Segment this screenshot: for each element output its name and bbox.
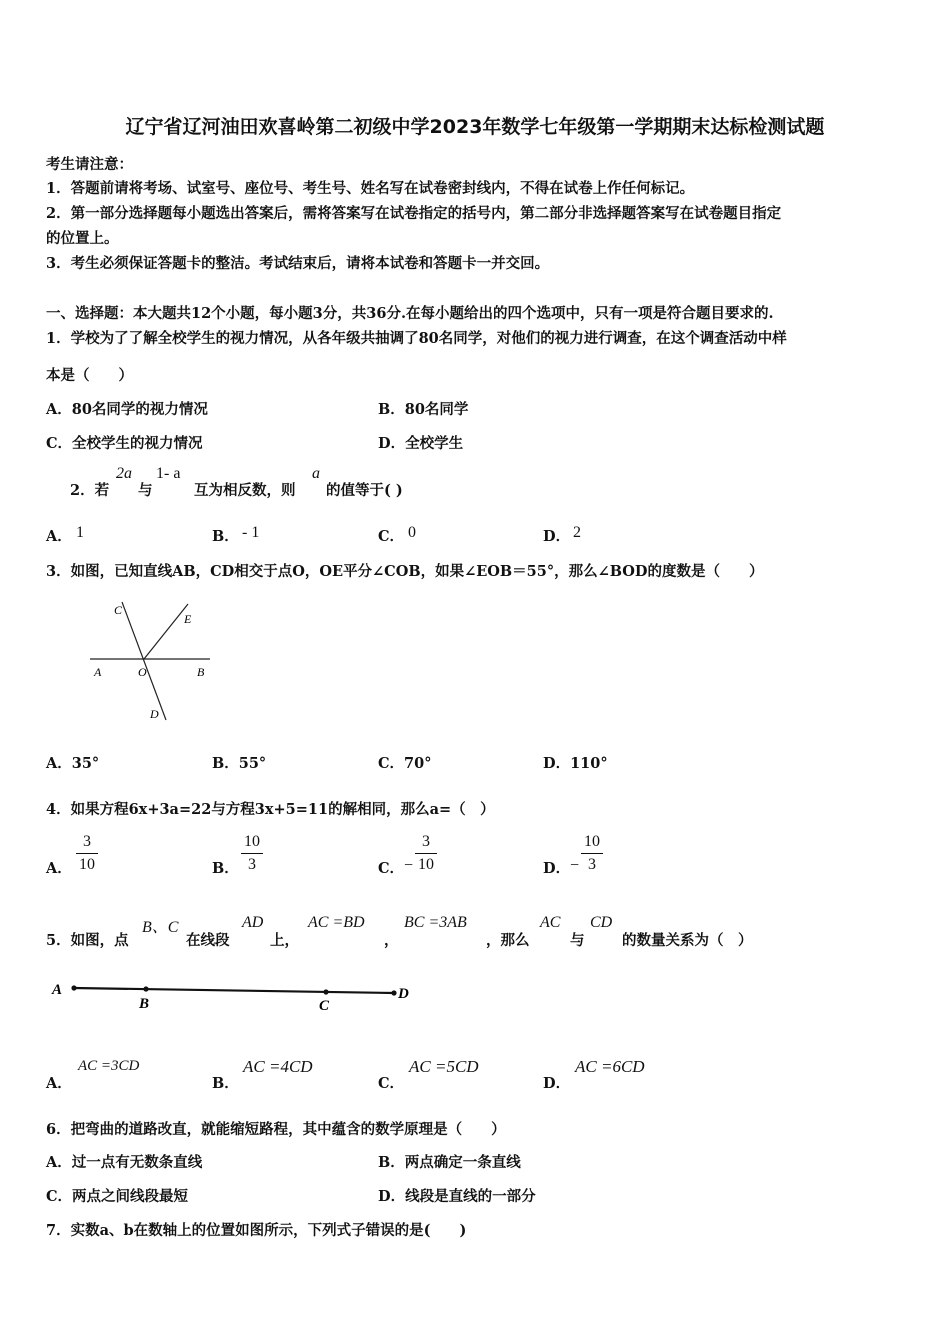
- q2-option-d-value: 2: [573, 524, 581, 541]
- q5-option-b-value: AC =4CD: [243, 1057, 313, 1076]
- q2-option-b-value: - 1: [242, 524, 260, 541]
- q4-option-b-numerator: 10: [244, 833, 260, 850]
- q2-expr-2a: 2a: [116, 465, 132, 482]
- q4-option-c-numerator: 3: [422, 833, 430, 850]
- q2-option-c-value: 0: [408, 524, 416, 541]
- q6-option-a: A．过一点有无数条直线: [46, 1154, 203, 1171]
- fraction-bar: [415, 853, 437, 854]
- q3-label-e: E: [184, 612, 192, 626]
- q3-label-c: C: [114, 603, 123, 617]
- notice-item-2-cont: 的位置上。: [46, 230, 119, 247]
- q6-stem: 6．把弯曲的道路改直，就能缩短路程，其中蕴含的数学原理是（ ）: [46, 1121, 506, 1138]
- q6-option-c: C．两点之间线段最短: [46, 1188, 189, 1205]
- q5-option-a-label: A．: [46, 1075, 72, 1092]
- q5-option-d-label: D．: [543, 1075, 571, 1092]
- q4-option-c-label: C．: [378, 860, 405, 877]
- q4-option-b-label: B．: [212, 860, 239, 877]
- q4-option-c-sign: −: [404, 857, 414, 874]
- q2-stem-part4: 的值等于( ): [326, 482, 403, 499]
- q1-option-c: C．全校学生的视力情况: [46, 435, 203, 452]
- q3-stem: 3．如图，已知直线AB，CD相交于点O，OE平分∠COB，如果∠EOB＝55°，那么∠BOD的度数是（ ）: [46, 563, 764, 580]
- notice-item-2: 2．第一部分选择题每小题选出答案后，需将答案写在试卷指定的括号内，第二部分非选择题答案写在试卷题目指定: [46, 205, 782, 222]
- q5-label-c: C: [319, 998, 330, 1014]
- q5-expr-ac: AC: [540, 914, 561, 931]
- q3-figure: [86, 596, 216, 726]
- q5-point-d: [391, 990, 396, 995]
- fraction-bar: [581, 853, 603, 854]
- q5-expr-ad: AD: [242, 914, 264, 931]
- q5-stem-part6: 与: [570, 932, 585, 949]
- notice-item-1: 1．答题前请将考场、试室号、座位号、考生号、姓名写在试卷密封线内，不得在试卷上作任何标记。: [46, 180, 695, 197]
- q2-option-a-value: 1: [76, 524, 84, 541]
- q3-ray-oe: [144, 604, 188, 659]
- q1-stem-cont: 本是（ ）: [46, 367, 133, 384]
- q7-stem: 7．实数a、b在数轴上的位置如图所示，下列式子错误的是( ): [46, 1222, 467, 1239]
- q4-option-b-fraction: [241, 832, 263, 875]
- q5-label-b: B: [139, 996, 150, 1012]
- q3-option-c: C．70°: [378, 755, 432, 772]
- q4-option-a-denominator: 10: [79, 856, 95, 873]
- q5-stem-part7: 的数量关系为（ ）: [622, 932, 753, 949]
- q3-option-d: D．110°: [543, 755, 608, 772]
- q4-option-a-numerator: 3: [83, 833, 91, 850]
- q1-stem: 1．学校为了了解全校学生的视力情况，从各年级共抽调了80名同学，对他们的视力进行调查，在这个调查活动中样: [46, 330, 787, 347]
- q5-option-d-value: AC =6CD: [575, 1057, 645, 1076]
- q4-option-d-label: D．: [543, 860, 571, 877]
- q5-option-a-value: AC =3CD: [78, 1058, 140, 1074]
- fraction-bar: [241, 853, 263, 854]
- q5-point-c: [323, 989, 328, 994]
- q4-option-c-fraction: [415, 832, 437, 875]
- q5-expr-cd: CD: [590, 914, 613, 931]
- q5-option-b-label: B．: [212, 1075, 239, 1092]
- q3-option-b: B．55°: [212, 755, 267, 772]
- section-heading: 一、选择题：本大题共12个小题，每小题3分，共36分.在每小题给出的四个选项中，只有一项是符合题目要求的.: [46, 305, 774, 322]
- fraction-bar: [76, 853, 98, 854]
- q2-option-a-label: A．: [46, 528, 72, 545]
- q5-label-a: A: [52, 982, 63, 998]
- q1-option-d: D．全校学生: [378, 435, 464, 452]
- q3-line-cd: [122, 602, 166, 720]
- q2-option-c-label: C．: [378, 528, 405, 545]
- q4-option-a-label: A．: [46, 860, 72, 877]
- q5-option-c-value: AC =5CD: [409, 1057, 479, 1076]
- q5-expr-bc: B、C: [142, 919, 179, 936]
- q5-stem-part4: ，: [384, 932, 399, 949]
- q4-option-d-numerator: 10: [584, 833, 600, 850]
- q5-stem-part1: 5．如图，点: [46, 932, 129, 949]
- q3-label-b: B: [197, 665, 205, 679]
- q2-stem-part2: 与: [138, 482, 153, 499]
- page-title: 辽宁省辽河油田欢喜岭第二初级中学2023年数学七年级第一学期期末达标检测试题: [125, 116, 825, 138]
- q3-label-a: A: [94, 665, 102, 679]
- q3-label-o: O: [138, 665, 147, 679]
- q4-option-d-sign: −: [570, 857, 580, 874]
- q2-expr-a: a: [312, 465, 320, 482]
- q5-stem-part2: 在线段: [186, 932, 230, 949]
- notice-item-3: 3．考生必须保证答题卡的整洁。考试结束后，请将本试卷和答题卡一并交回。: [46, 255, 550, 272]
- q2-expr-1-a: 1- a: [156, 465, 181, 482]
- q2-option-d-label: D．: [543, 528, 571, 545]
- q5-expr-bc-3ab: BC =3AB: [404, 914, 467, 931]
- q4-option-a-fraction: [76, 832, 98, 875]
- q5-option-c-label: C．: [378, 1075, 405, 1092]
- q5-point-b: [143, 986, 148, 991]
- notice-heading: 考生请注意：: [46, 156, 133, 173]
- q4-option-d-denominator: 3: [588, 856, 596, 873]
- q4-option-d-fraction: [581, 832, 603, 875]
- q2-stem-part3: 互为相反数，则: [194, 482, 296, 499]
- q2-option-b-label: B．: [212, 528, 239, 545]
- q4-option-b-denominator: 3: [248, 856, 256, 873]
- q5-expr-ac-bd: AC =BD: [308, 914, 365, 931]
- q3-label-d: D: [150, 707, 159, 721]
- q1-option-a: A．80名同学的视力情况: [46, 401, 208, 418]
- q5-stem-part3: 上，: [270, 932, 299, 949]
- q4-stem: 4．如果方程6x+3a=22与方程3x+5=11的解相同，那么a=（ ）: [46, 801, 495, 818]
- q6-option-d: D．线段是直线的一部分: [378, 1188, 536, 1205]
- q5-point-a: [71, 985, 76, 990]
- q4-option-c-denominator: 10: [418, 856, 434, 873]
- q5-stem-part5: ，那么: [486, 932, 530, 949]
- q5-label-d: D: [398, 986, 409, 1002]
- q5-segment-ad: [74, 988, 394, 993]
- q2-stem-part1: 2．若: [70, 482, 110, 499]
- q1-option-b: B．80名同学: [378, 401, 469, 418]
- q5-figure: [46, 976, 426, 1016]
- q3-option-a: A．35°: [46, 755, 100, 772]
- q6-option-b: B．两点确定一条直线: [378, 1154, 521, 1171]
